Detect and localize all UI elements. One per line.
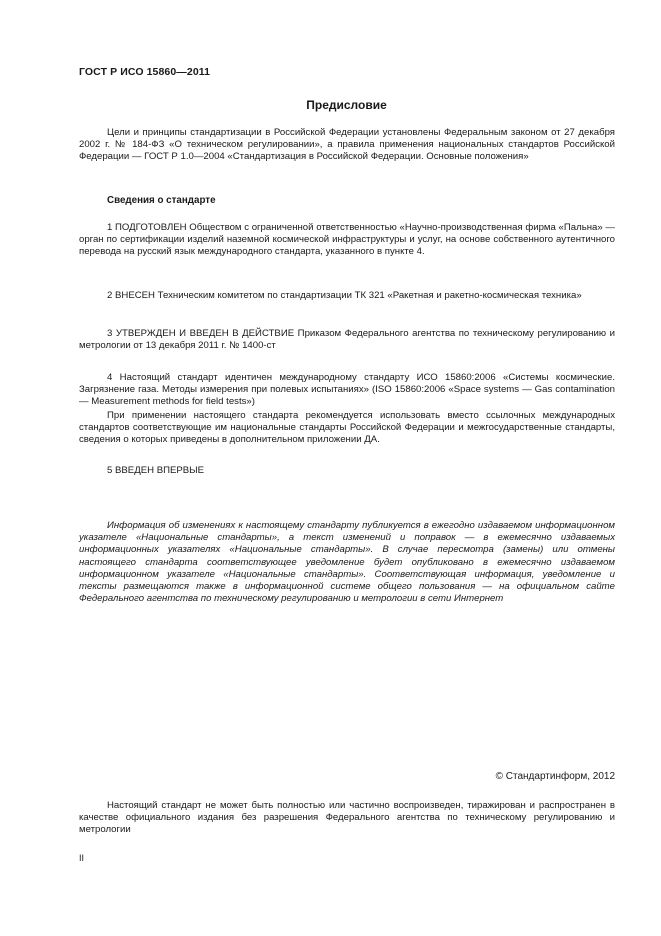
reproduction-notice: Настоящий стандарт не может быть полностью или частично воспроизведен, тиражирован и распространен в качестве официального издания без разрешения Федерального агентства по техническому регулированию и метрологии [79, 800, 615, 836]
item-2-submitted: 2 ВНЕСЕН Техническим комитетом по стандартизации ТК 321 «Ракетная и ракетно-космическая техника» [107, 290, 582, 301]
item-1-prepared: 1 ПОДГОТОВЛЕН Обществом с ограниченной ответственностью «Научно-производственная фирма «Пальна» — орган по сертификации изделий наземной космической инфраструктуры и услуг, на основе собственного аутентичного перевода на русский язык международного стандарта, указанного в пункте 4. [79, 222, 615, 258]
copyright-line: © Стандартинформ, 2012 [495, 771, 615, 782]
intro-paragraph: Цели и принципы стандартизации в Российской Федерации установлены Федеральным законом от 27 декабря 2002 г. № 184-ФЗ «О техническом регулировании», а правила применения национальных стандартов Российской Федерации — ГОСТ Р 1.0—2004 «Стандартизация в Российской Федерации. Основные положения» [79, 127, 615, 163]
page-number: II [79, 853, 85, 863]
item-4-application-note: При применении настоящего стандарта рекомендуется использовать вместо ссылочных международных стандартов соответствующие им национальные стандарты Российской Федерации и межгосударственные стандарты, сведения о которых приведены в дополнительном приложении ДА. [79, 410, 615, 446]
item-3-approved: 3 УТВЕРЖДЕН И ВВЕДЕН В ДЕЙСТВИЕ Приказом Федерального агентства по техническому регулированию и метрологии от 13 декабря 2011 г. № 1400-ст [79, 328, 615, 352]
standard-info-subheading: Сведения о стандарте [107, 195, 216, 206]
section-title: Предисловие [306, 98, 387, 112]
standard-code-header: ГОСТ Р ИСО 15860—2011 [79, 66, 211, 78]
changes-notice: Информация об изменениях к настоящему стандарту публикуется в ежегодно издаваемом информационном указателе «Национальные стандарты», а текст изменений и поправок — в ежемесячно издаваемых информационных указателях «Национальные стандарты». В случае пересмотра (замены) или отмены настоящего стандарта соответствующее уведомление будет опубликовано в ежемесячно издаваемом информационном указателе «Национальные стандарты». Соответствующая информация, уведомление и тексты размещаются также в информационной системе общего пользования — на официальном сайте Федерального агентства по техническому регулированию и метрологии в сети Интернет [79, 520, 615, 605]
item-4-identical: 4 Настоящий стандарт идентичен международному стандарту ИСО 15860:2006 «Системы космические. Загрязнение газа. Методы измерения при полевых испытаниях» (ISO 15860:2006 «Space systems — Gas contamination — Measurement methods for field tests») [79, 372, 615, 408]
item-5-introduced: 5 ВВЕДЕН ВПЕРВЫЕ [107, 465, 205, 476]
